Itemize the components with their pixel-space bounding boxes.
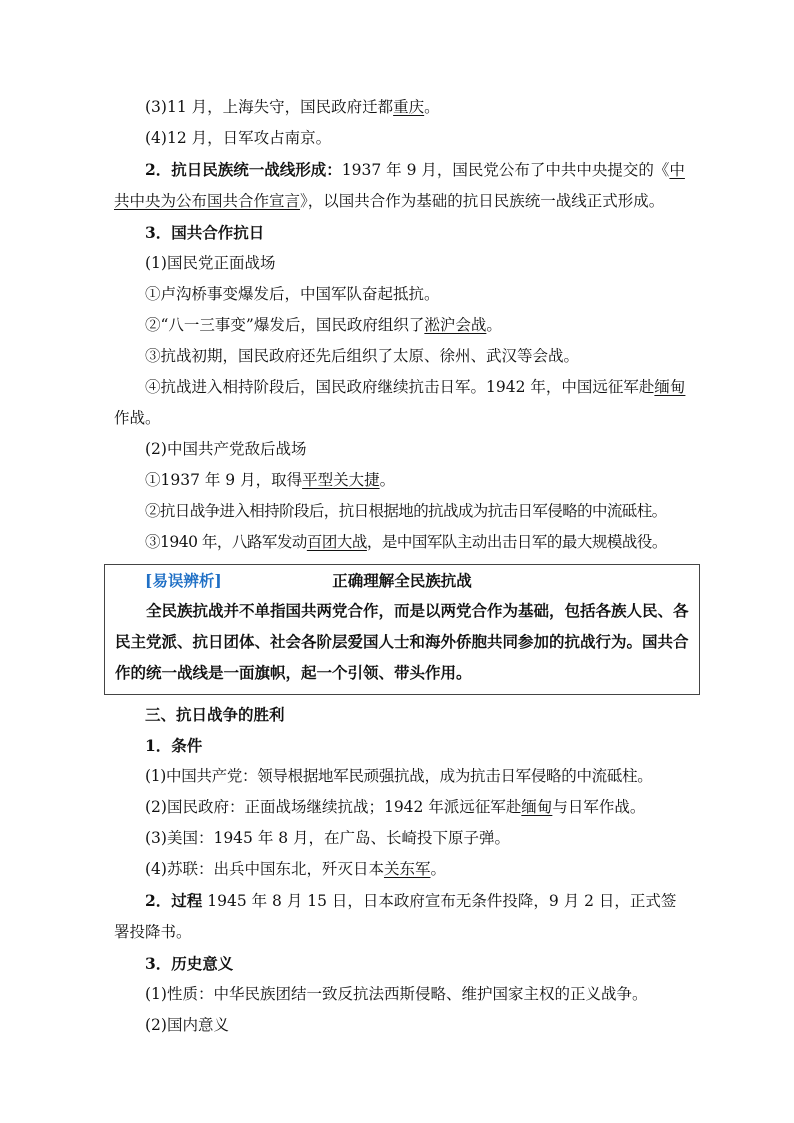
paragraph: (3)美国：1945 年 8 月，在广岛、长崎投下原子弹。 [145, 829, 511, 847]
paragraph: ①卢沟桥事变爆发后，中国军队奋起抵抗。 [145, 285, 440, 303]
text: 与日军作战。 [552, 798, 646, 816]
text: 。 [430, 860, 446, 878]
paragraph [114, 854, 690, 885]
callout-tag: [易误辨析] [145, 571, 222, 590]
paragraph [114, 792, 690, 823]
text: (4)苏联：出兵中国东北，歼灭日本 [145, 860, 384, 878]
paragraph: (4)12 月，日军攻占南京。 [145, 129, 332, 147]
text: 1937 年 9 月，国民党公布了中共中央提交的《 [341, 161, 670, 179]
paragraph: ③抗战初期，国民政府还先后组织了太原、徐州、武汉等会战。 [145, 347, 580, 365]
text: ①1937 年 9 月，取得 [145, 471, 303, 489]
text: ③1940 年，八路军发动 [145, 533, 307, 551]
paragraph: (1)中国共产党：领导根据地军民顽强抗战，成为抗击日军侵略的中流砥柱。 [145, 767, 653, 785]
callout-title: 正确理解全民族抗战 [332, 571, 472, 590]
paragraph-united-front [114, 154, 690, 217]
paragraph [114, 527, 690, 558]
sub-heading: (2)中国共产党敌后战场 [145, 440, 307, 458]
underlined-term: 中共中央为公布国共合作宣言 [114, 161, 685, 210]
item-heading: 3．历史意义 [145, 954, 234, 973]
underlined-term: 缅甸 [521, 798, 553, 816]
text: ，是中国军队主动出击日军的最大规模战役。 [366, 533, 667, 551]
text: 。 [379, 471, 396, 489]
underlined-term: 关东军 [383, 860, 431, 878]
callout-header [115, 567, 689, 595]
underlined-term: 百团大战 [306, 533, 367, 551]
callout-body: 全民族抗战并不单指国共两党合作，而是以两党合作为基础，包括各族人民、各民主党派、抗日团体、社会各阶层爱国人士和海外侨胞共同参加的抗战行为。国共合作的统一战线是一面旗帜，起一个引领、带头作用。 [115, 601, 689, 682]
item-heading: 2．过程 [145, 891, 203, 910]
text: 。 [424, 98, 440, 116]
sub-heading: (2)国内意义 [145, 1016, 229, 1034]
underlined-term: 缅甸 [654, 378, 686, 396]
text: (3)11 月，上海失守，国民政府迁都 [145, 98, 394, 116]
text: 》，以国共合作为基础的抗日民族统一战线正式形成。 [300, 192, 665, 210]
section-heading: 三、抗日战争的胜利 [145, 705, 285, 724]
document-page [114, 92, 690, 1041]
paragraph [114, 92, 690, 123]
item-heading: 2．抗日民族统一战线形成： [145, 160, 342, 179]
paragraph [114, 310, 690, 341]
text: ②“八一三事变”爆发后，国民政府组织了 [145, 316, 425, 334]
callout-box [104, 564, 700, 695]
text: 。 [486, 316, 502, 334]
paragraph: (1)性质：中华民族团结一致反抗法西斯侵略、维护国家主权的正义战争。 [145, 985, 648, 1003]
paragraph [114, 372, 690, 434]
sub-heading: (1)国民党正面战场 [145, 254, 276, 272]
paragraph [114, 465, 690, 496]
underlined-term: 淞沪会战 [424, 316, 487, 334]
item-heading: 1．条件 [145, 736, 203, 755]
item-heading: 3．国共合作抗日 [145, 223, 265, 242]
paragraph: ②抗日战争进入相持阶段后，抗日根据地的抗战成为抗击日军侵略的中流砥柱。 [145, 502, 667, 520]
paragraph-process [114, 885, 690, 948]
text: (2)国民政府：正面战场继续抗战；1942 年派远征军赴 [145, 798, 522, 816]
underlined-term: 平型关大捷 [302, 471, 380, 489]
text: 作战。 [114, 409, 161, 427]
text: ④抗战进入相持阶段后，国民政府继续抗击日军。1942 年，中国远征军赴 [145, 378, 655, 396]
text: 1945 年 8 月 15 日，日本政府宣布无条件投降，9 月 2 日，正式签署投降书。 [114, 892, 677, 941]
underlined-term: 重庆 [393, 98, 425, 116]
